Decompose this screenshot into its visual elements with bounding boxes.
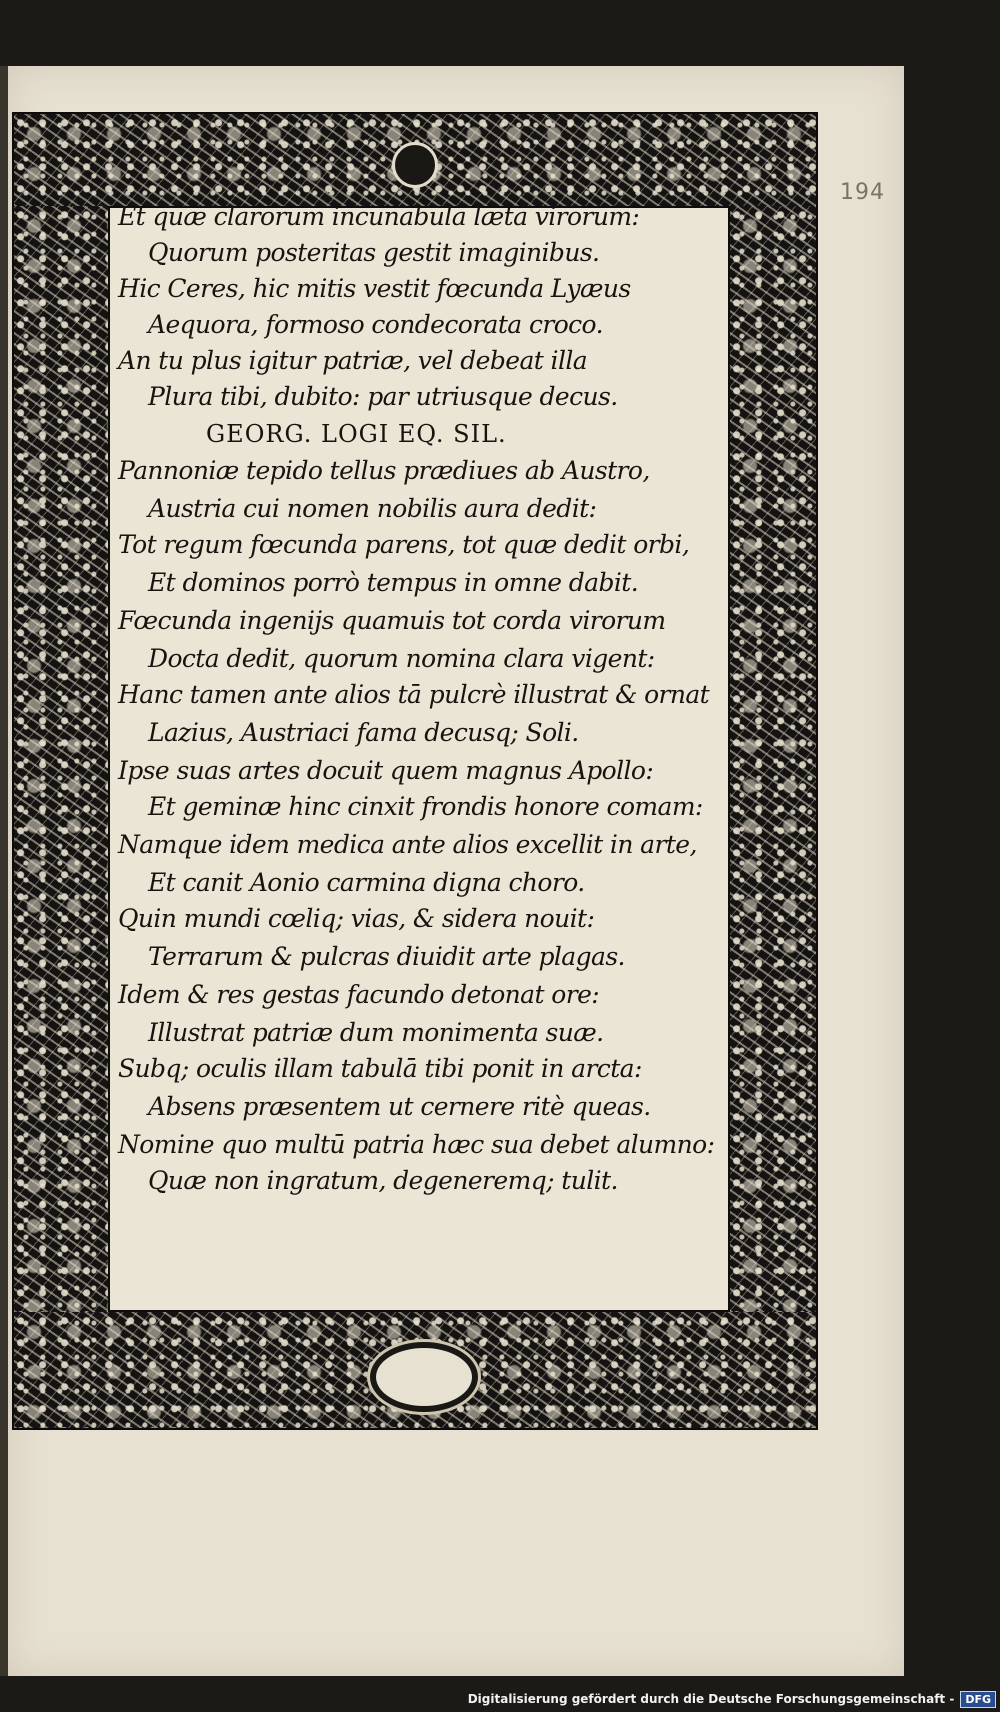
poem-line: Et quæ clarorum incunabula læta virorum: bbox=[118, 202, 640, 231]
poem-line: Et dominos porrò tempus in omne dabit. bbox=[148, 568, 639, 597]
poem-line: Docta dedit, quorum nomina clara vigent: bbox=[148, 644, 655, 673]
border-cartouche bbox=[370, 1342, 478, 1412]
poem-line: Pannoniæ tepido tellus prædiues ab Austro, bbox=[118, 456, 650, 485]
poem-line: Illustrat patriæ dum monimenta suæ. bbox=[148, 1018, 604, 1047]
poem-line: Aequora, formoso condecorata croco. bbox=[148, 310, 603, 339]
poem-line: Plura tibi, dubito: par utriusque decus. bbox=[148, 382, 618, 411]
poem-line: Quæ non ingratum, degeneremq; tulit. bbox=[148, 1166, 618, 1195]
poem-line: Austria cui nomen nobilis aura dedit: bbox=[148, 494, 597, 523]
digitization-credit bbox=[468, 1688, 996, 1710]
dfg-logo-icon: DFG bbox=[960, 1691, 996, 1708]
poem-line: Quin mundi cœliq; vias, & sidera nouit: bbox=[118, 904, 595, 933]
poem-line: Nomine quo multū patria hæc sua debet alumno: bbox=[118, 1130, 715, 1159]
poem-line: Namque idem medica ante alios excellit in arte, bbox=[118, 830, 697, 859]
poem-line: Idem & res gestas facundo detonat ore: bbox=[118, 980, 600, 1009]
poem-line: Et canit Aonio carmina digna choro. bbox=[148, 868, 585, 897]
poem-line: Fœcunda ingenijs quamuis tot corda virorum bbox=[118, 606, 666, 635]
ornamental-border-right bbox=[730, 206, 816, 1312]
footer-text: Digitalisierung gefördert durch die Deutsche Forschungsgemeinschaft - bbox=[467, 1692, 955, 1706]
poem-line: An tu plus igitur patriæ, vel debeat illa bbox=[118, 346, 588, 375]
poem-line: Hanc tamen ante alios tā pulcrè illustrat & ornat bbox=[118, 680, 710, 709]
poem-line: Subq; oculis illam tabulā tibi ponit in arcta: bbox=[118, 1054, 642, 1083]
poem-text-block bbox=[108, 202, 730, 1312]
poem-line: Hic Ceres, hic mitis vestit fœcunda Lyæus bbox=[118, 274, 631, 303]
poem-line: Et geminæ hinc cinxit frondis honore comam: bbox=[148, 792, 703, 821]
poem-line: Absens præsentem ut cernere ritè queas. bbox=[148, 1092, 651, 1121]
poem-line: Lazius, Austriaci fama decusq; Soli. bbox=[148, 718, 579, 747]
folio-number: 194 bbox=[840, 180, 885, 205]
border-medallion bbox=[392, 142, 438, 188]
ornamental-border-left bbox=[14, 206, 108, 1312]
poem-line: Ipse suas artes docuit quem magnus Apollo: bbox=[118, 756, 654, 785]
poem-line: Terrarum & pulcras diuidit arte plagas. bbox=[148, 942, 625, 971]
poem-line: Quorum posteritas gestit imaginibus. bbox=[148, 238, 600, 267]
poem-line: Tot regum fœcunda parens, tot quæ dedit orbi, bbox=[118, 530, 690, 559]
poem-heading: GEORG. LOGI EQ. SIL. bbox=[206, 420, 507, 448]
